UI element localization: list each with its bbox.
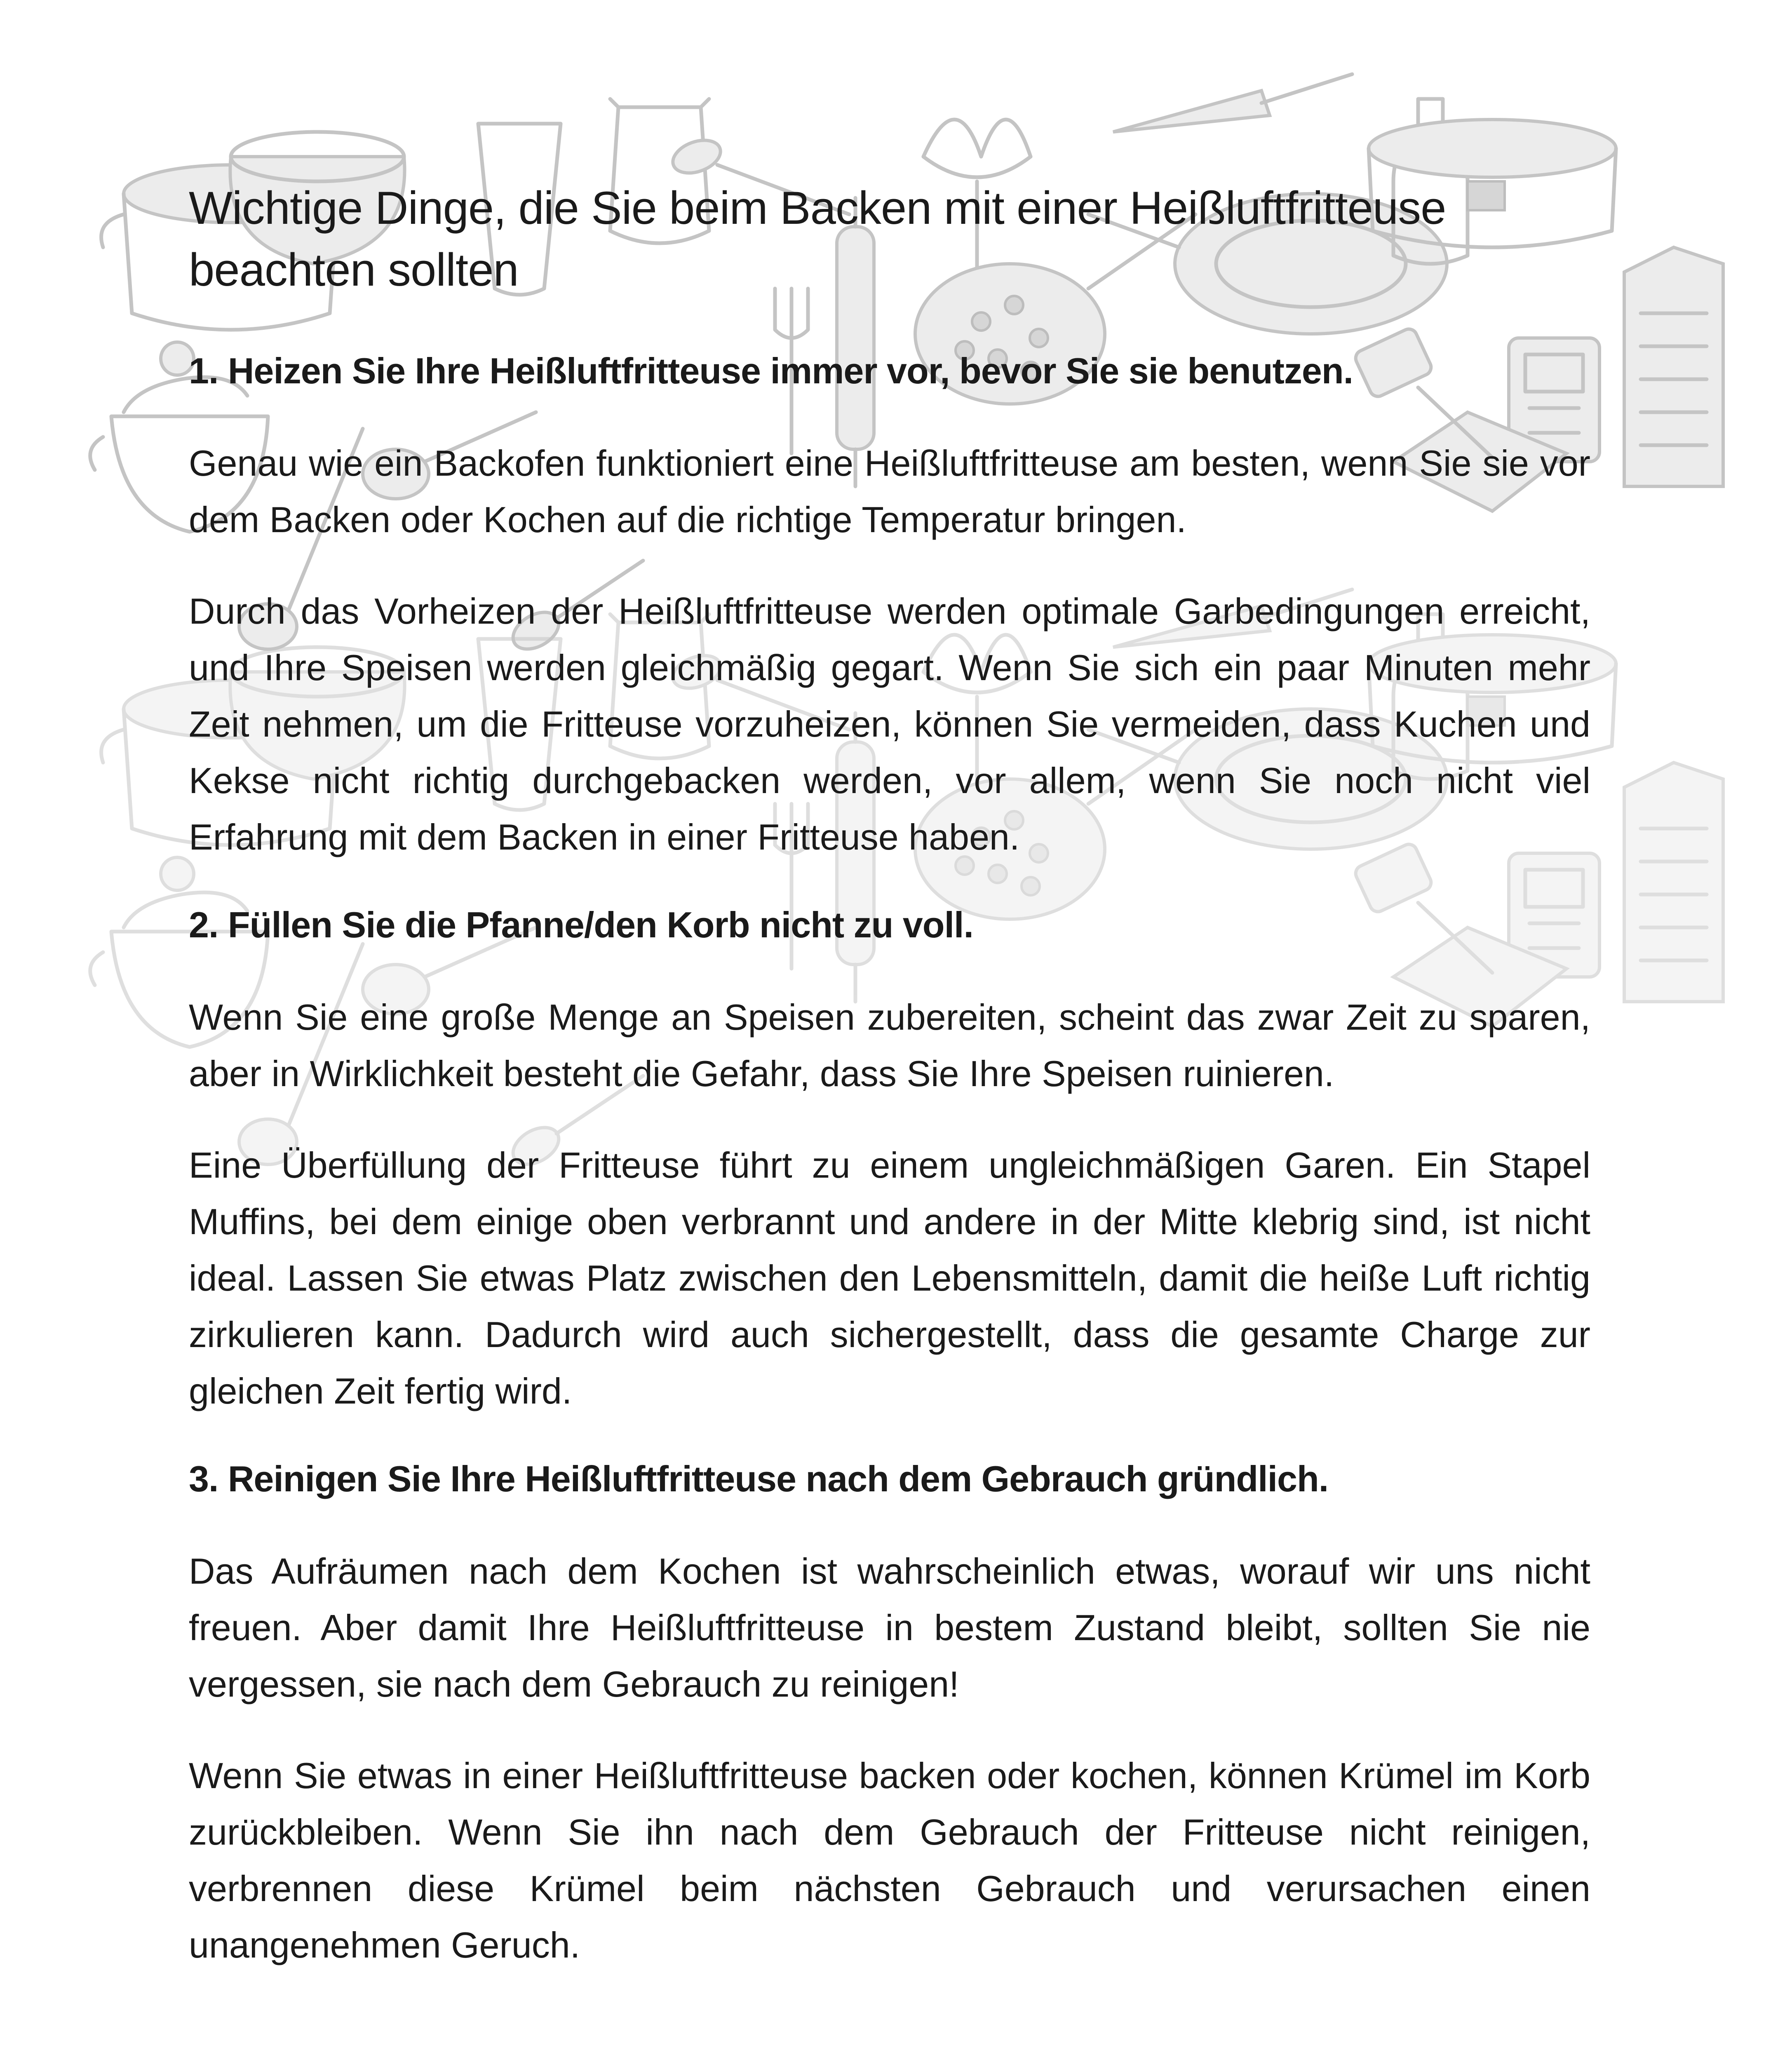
section-heading: 1. Heizen Sie Ihre Heißluftfritteuse immer vor, bevor Sie sie benutzen. — [189, 350, 1353, 391]
section-do-not-overfill — [189, 900, 1590, 1419]
section-heading: 2. Füllen Sie die Pfanne/den Korb nicht zu voll. — [189, 904, 973, 945]
paragraph: Das Aufräumen nach dem Kochen ist wahrscheinlich etwas, worauf wir uns nicht freuen. Aber damit Ihre Heißluftfritteuse in bestem Zustand bleibt, sollten Sie nie vergessen, sie nach dem Gebrauch zu reinigen! — [189, 1551, 1590, 1704]
section-heading: 3. Reinigen Sie Ihre Heißluftfritteuse nach dem Gebrauch gründlich. — [189, 1458, 1329, 1499]
paragraph: Wenn Sie etwas in einer Heißluftfritteuse backen oder kochen, können Krümel im Korb zurückbleiben. Wenn Sie ihn nach dem Gebrauch der Fritteuse nicht reinigen, verbrennen diese Krümel beim nächsten Gebrauch und verursachen einen unangenehmen Geruch. — [189, 1755, 1590, 1965]
section-preheat — [189, 346, 1590, 865]
paragraph: Wenn Sie eine große Menge an Speisen zubereiten, scheint das zwar Zeit zu sparen, aber in Wirklichkeit besteht die Gefahr, dass Sie Ihre Speisen ruinieren. — [189, 997, 1590, 1094]
document-page — [189, 177, 1590, 2008]
section-clean-after-use — [189, 1454, 1590, 1973]
paragraph: Genau wie ein Backofen funktioniert eine Heißluftfritteuse am besten, wenn Sie sie vor dem Backen oder Kochen auf die richtige Temperatur bringen. — [189, 443, 1590, 540]
page-title: Wichtige Dinge, die Sie beim Backen mit einer Heißluftfritteuse beachten sollten — [189, 182, 1446, 296]
paragraph: Durch das Vorheizen der Heißluftfritteuse werden optimale Garbedingungen erreicht, und Ihre Speisen werden gleichmäßig gegart. Wenn Sie sich ein paar Minuten mehr Zeit nehmen, um die Fritteuse vorzuheizen, können Sie vermeiden, dass Kuchen und Kekse nicht richtig durchgebacken werden, vor allem, wenn Sie noch nicht viel Erfahrung mit dem Backen in einer Fritteuse haben. — [189, 591, 1590, 857]
paragraph: Eine Überfüllung der Fritteuse führt zu einem ungleichmäßigen Garen. Ein Stapel Muffins, bei dem einige oben verbrannt und andere in der Mitte klebrig sind, ist nicht ideal. Lassen Sie etwas Platz zwischen den Lebensmitteln, damit die heiße Luft richtig zirkulieren kann. Dadurch wird auch sichergestellt, dass die gesamte Charge zur gleichen Zeit fertig wird. — [189, 1145, 1590, 1411]
